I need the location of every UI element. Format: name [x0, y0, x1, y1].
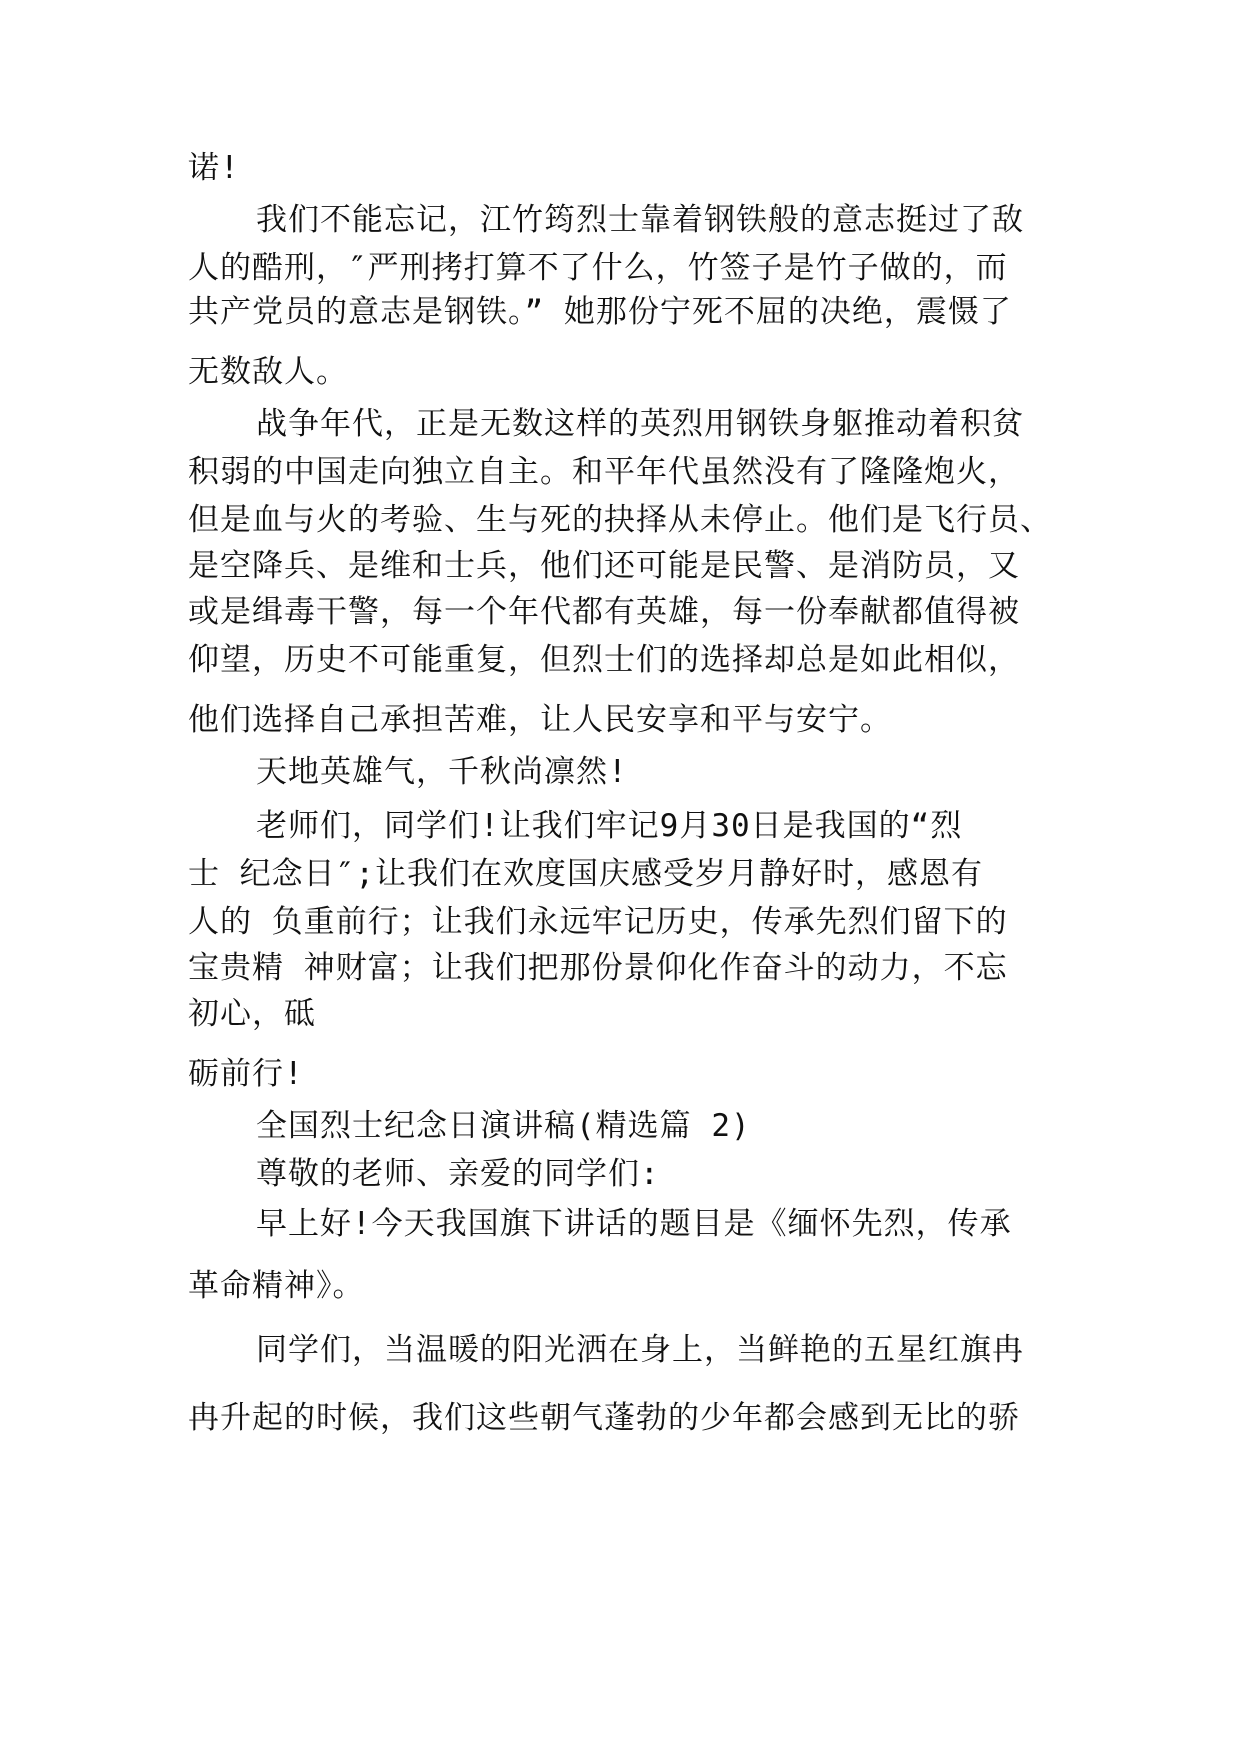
text-line: 老师们，同学们!让我们牢记9月30日是我国的“烈 — [256, 808, 963, 844]
text-line: 同学们，当温暖的阳光洒在身上，当鲜艳的五星红旗冉 — [256, 1332, 1024, 1368]
text-line: 全国烈士纪念日演讲稿(精选篇 2) — [256, 1108, 751, 1144]
text-line: 尊敬的老师、亲爱的同学们: — [256, 1156, 660, 1192]
text-line: 宝贵精 神财富；让我们把那份景仰化作奋斗的动力，不忘 — [188, 950, 1008, 986]
text-line: 共产党员的意志是钢铁。” 她那份宁死不屈的决绝，震慑了 — [188, 294, 1012, 330]
text-line: 仰望，历史不可能重复，但烈士们的选择却总是如此相似， — [188, 642, 1020, 678]
text-line: 战争年代，正是无数这样的英烈用钢铁身躯推动着积贫 — [256, 406, 1024, 442]
text-line: 他们选择自己承担苦难，让人民安享和平与安宁。 — [188, 702, 892, 738]
text-line: 早上好!今天我国旗下讲话的题目是《缅怀先烈，传承 — [256, 1206, 1012, 1242]
text-line: 诺! — [188, 150, 240, 186]
text-line: 初心，砥 — [188, 996, 316, 1032]
text-line: 天地英雄气，千秋尚凛然! — [256, 754, 628, 790]
text-line: 我们不能忘记，江竹筠烈士靠着钢铁般的意志挺过了敌 — [256, 202, 1024, 238]
text-line: 积弱的中国走向独立自主。和平年代虽然没有了隆隆炮火， — [188, 454, 1020, 490]
text-line: 人的 负重前行；让我们永远牢记历史，传承先烈们留下的 — [188, 904, 1008, 940]
text-line: 无数敌人。 — [188, 354, 348, 390]
text-line: 砺前行! — [188, 1056, 304, 1092]
text-line: 但是血与火的考验、生与死的抉择从未停止。他们是飞行员、 — [188, 502, 1052, 538]
text-line: 是空降兵、是维和士兵，他们还可能是民警、是消防员，又 — [188, 548, 1020, 584]
text-line: 冉升起的时候，我们这些朝气蓬勃的少年都会感到无比的骄 — [188, 1400, 1020, 1436]
text-line: 人的酷刑，″严刑拷打算不了什么，竹签子是竹子做的，而 — [188, 250, 1008, 286]
text-line: 或是缉毒干警，每一个年代都有英雄，每一份奉献都值得被 — [188, 594, 1020, 630]
text-line: 革命精神》。 — [188, 1268, 365, 1304]
text-line: 士 纪念日″;让我们在欢度国庆感受岁月静好时，感恩有 — [188, 856, 983, 892]
